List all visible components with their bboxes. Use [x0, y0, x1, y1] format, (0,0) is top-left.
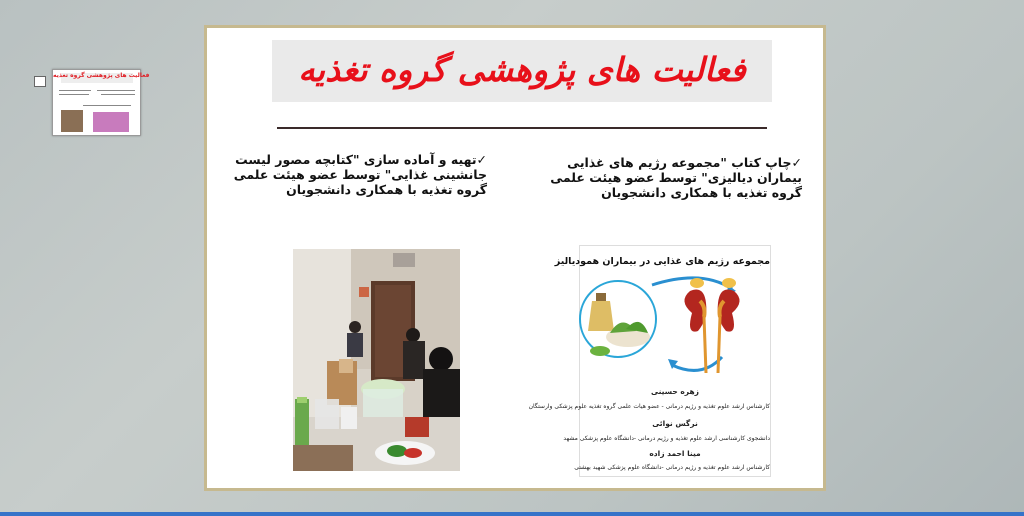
left-line-2: جانشینی غذایی" توسط عضو هیئت علمی: [233, 167, 487, 182]
author-3-role: کارشناس ارشد علوم تغذیه و رژیم درمانی -دانشگاه علوم پزشکی شهید بهشتی: [574, 464, 770, 471]
thumbnail-text-line: [59, 90, 91, 91]
slide-title: فعالیت های پژوهشی گروه تغذیه: [298, 50, 746, 89]
thumbnail-text-line: [83, 105, 131, 106]
kidney-herbs-illustration: [582, 273, 768, 379]
thumbnail-text-line: [101, 94, 135, 95]
title-box: [272, 40, 772, 102]
author-2-role: دانشجوی کارشناسی ارشد علوم تغذیه و رژیم درمانی -دانشگاه علوم پزشکی مشهد: [563, 435, 770, 442]
author-1-role: کارشناس ارشد علوم تغذیه و رژیم درمانی - عضو هیات علمی گروه تغذیه علوم پزشکی وارستگان: [528, 403, 770, 410]
book-illustration: [582, 273, 768, 379]
author-3-name: مینا احمد زاده: [649, 449, 701, 458]
right-line-3: گروه تغذیه با همکاری دانشجویان: [601, 185, 802, 200]
thumbnail-text-line: [97, 90, 135, 91]
slide-thumbnail-icon[interactable]: [34, 76, 46, 87]
left-line-3: گروه تغذیه با همکاری دانشجویان: [286, 182, 487, 197]
slide: [204, 25, 826, 491]
thumbnail-photo: [61, 110, 83, 132]
check-icon: ✓: [476, 152, 487, 167]
thumbnail-text-line: [59, 94, 89, 95]
check-icon: ✓: [791, 155, 802, 170]
thumbnail-book: [93, 112, 129, 132]
title-divider: [277, 127, 767, 129]
left-activity-text: [231, 152, 487, 197]
right-line-1: ✓چاپ کتاب "مجموعه رژیم های غذایی: [567, 155, 802, 170]
right-line-2: بیماران دیالیزی" توسط عضو هیئت علمی: [550, 170, 802, 185]
kitchen-photo-illustration: [293, 249, 460, 471]
kitchen-photo: [293, 249, 460, 471]
book-cover: [528, 245, 771, 477]
right-activity-text: [547, 155, 802, 200]
book-title: مجموعه رژیم های غذایی در بیماران همودیالیز: [554, 256, 770, 267]
author-1-name: زهره حسینی: [651, 387, 699, 396]
thumbnail-title: فعالیت های پژوهشی گروه تغذیه: [53, 72, 150, 79]
bottom-progress-bar: [0, 512, 1024, 516]
slide-thumbnail[interactable]: [52, 69, 150, 136]
left-line-1: ✓تهیه و آماده سازی "کتابچه مصور لیست: [235, 152, 487, 167]
author-2-name: نرگس نوائی: [652, 419, 698, 428]
